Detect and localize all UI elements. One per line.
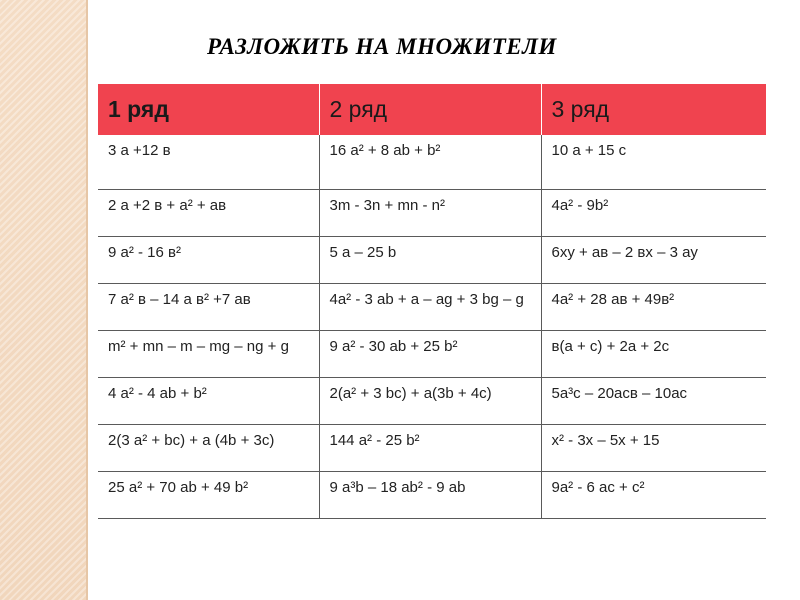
table-row — [98, 471, 766, 518]
table-cell: 5a³c – 20acв – 10ac — [541, 377, 766, 424]
table-cell: 9 a² - 30 ab + 25 b² — [319, 330, 541, 377]
table-cell: 25 a² + 70 ab + 49 b² — [98, 471, 319, 518]
table-cell: 144 a² - 25 b² — [319, 424, 541, 471]
table-cell: 6xy + aв – 2 вx – 3 ay — [541, 236, 766, 283]
column-header-1: 1 ряд — [98, 84, 319, 135]
table-cell: 16 a² + 8 ab + b² — [319, 135, 541, 189]
table-cell: в(a + c) + 2a + 2c — [541, 330, 766, 377]
table-cell: 4a² - 9b² — [541, 189, 766, 236]
table-row — [98, 330, 766, 377]
table-cell: 9 a³b – 18 ab² - 9 ab — [319, 471, 541, 518]
page-title: РАЗЛОЖИТЬ НА МНОЖИТЕЛИ — [207, 34, 557, 59]
table-row — [98, 135, 766, 189]
table-cell: 2(a² + 3 bc) + a(3b + 4c) — [319, 377, 541, 424]
table-row — [98, 236, 766, 283]
table-cell: 3 а +12 в — [98, 135, 319, 189]
table-cell: 9a² - 6 ac + c² — [541, 471, 766, 518]
column-header-2: 2 ряд — [319, 84, 541, 135]
table-cell: 7 a² в – 14 a в² +7 aв — [98, 283, 319, 330]
table-row — [98, 189, 766, 236]
table-cell: 5 a – 25 b — [319, 236, 541, 283]
stripe-edge — [86, 0, 88, 600]
column-header-3: 3 ряд — [541, 84, 766, 135]
table-cell: 9 a² - 16 в² — [98, 236, 319, 283]
table-cell: x² - 3x – 5x + 15 — [541, 424, 766, 471]
table-cell: 3m - 3n + mn - n² — [319, 189, 541, 236]
decorative-side-stripe — [0, 0, 86, 600]
table-cell: 2 a +2 в + a² + aв — [98, 189, 319, 236]
table-row — [98, 424, 766, 471]
table-cell: m² + mn – m – mg – ng + g — [98, 330, 319, 377]
table-header-row — [98, 84, 766, 135]
exercise-table — [98, 84, 766, 519]
table-cell: 4a² + 28 aв + 49в² — [541, 283, 766, 330]
table-cell: 4a² - 3 ab + a – ag + 3 bg – g — [319, 283, 541, 330]
table-cell: 4 a² - 4 ab + b² — [98, 377, 319, 424]
table-cell: 10 a + 15 c — [541, 135, 766, 189]
table-row — [98, 283, 766, 330]
table-row — [98, 377, 766, 424]
table-cell: 2(3 a² + bc) + a (4b + 3c) — [98, 424, 319, 471]
